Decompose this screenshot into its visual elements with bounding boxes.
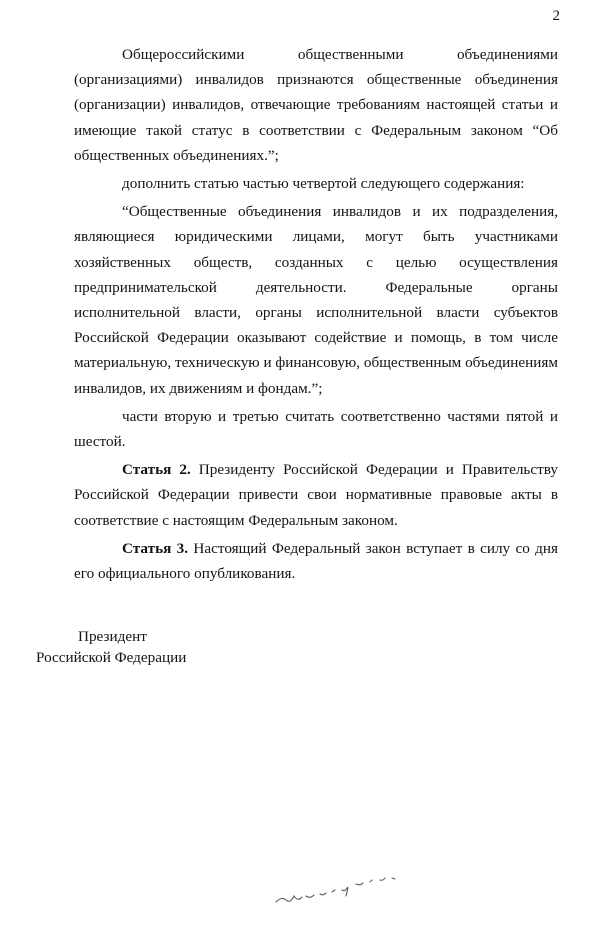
article-3: [74, 536, 558, 586]
article-2-title: Статья 2.: [122, 461, 191, 479]
signature-title: Президент: [78, 628, 147, 645]
article-3-title: Статья 3.: [122, 539, 189, 557]
paragraph-amendment-text: “Общественные объединения инвалидов и их подразделения, являющиеся юридическими лицами, могут быть участниками хозяйственных обществ, созданных с целью осуществления предпринимательской деятельности. Федеральные органы исполнительной власти, органы исполнительной власти субъектов Российской Федерации оказывают содействие и помощь, в том числе материальную, техническую и финансовую, общественным объединениям инвалидов, их движениям и фондам.”;: [74, 203, 558, 397]
paragraph-amendment-instruction: дополнить статью частью четвертой следующего содержания:: [122, 175, 525, 193]
handwritten-signature: [272, 874, 406, 910]
page-number: 2: [552, 8, 560, 24]
article-2: [74, 457, 558, 533]
document-body: [74, 42, 558, 589]
signature-country: Российской Федерации: [36, 649, 187, 666]
article-3-text: Настоящий Федеральный закон вступает в силу со дня его официального опубликования.: [74, 539, 559, 583]
paragraph-organizations-definition: Общероссийскими общественными объединениями (организациями) инвалидов признаются общественные объединения (организации) инвалидов, отвечающие требованиям настоящей статьи и имеющие такой статус в соответствии с Федеральным законом “Об общественных объединениях.”;: [74, 46, 558, 164]
paragraph-renumbering: части вторую и третью считать соответственно частями пятой и шестой.: [74, 407, 558, 451]
signature-block: [36, 626, 186, 668]
article-2-text: Президенту Российской Федерации и Правительству Российской Федерации привести свои нормативные правовые акты в соответствие с настоящим Федеральным законом.: [74, 461, 558, 529]
